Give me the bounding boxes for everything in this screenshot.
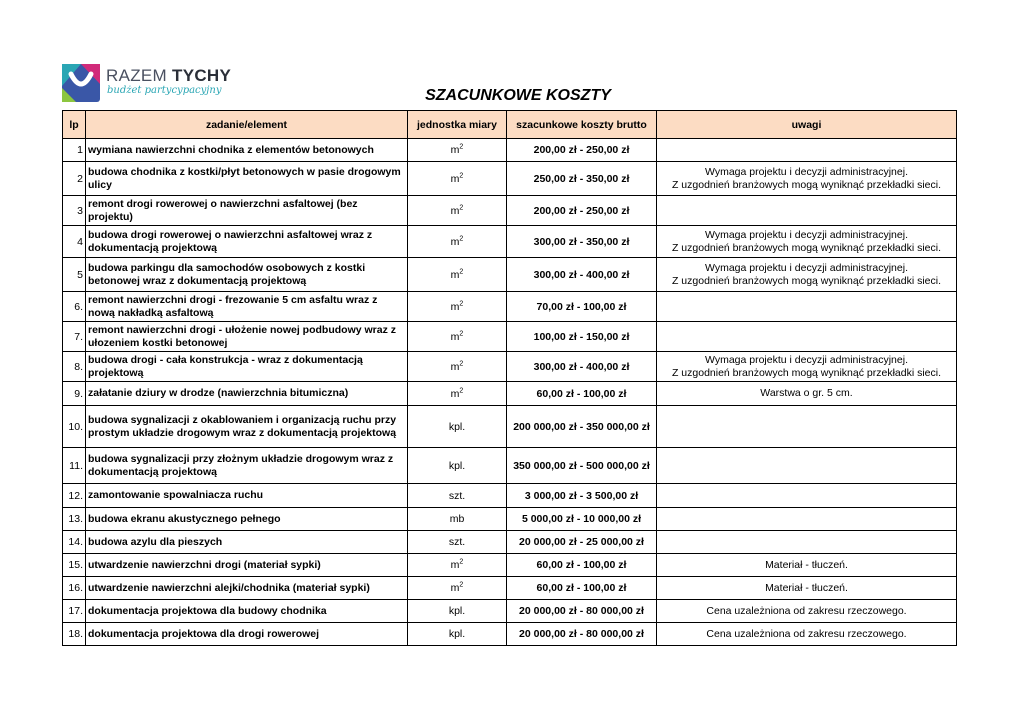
cell-unit [408, 406, 507, 448]
cell-notes [657, 382, 957, 406]
cell-task: remont nawierzchni drogi - frezowanie 5 cm asfaltu wraz z nową nakładką asfaltową [86, 292, 408, 322]
note-line: Cena uzależniona od zakresu rzeczowego. [706, 604, 907, 617]
cell-task: budowa drogi rowerowej o nawierzchni asfaltowej wraz z dokumentacją projektową [86, 226, 408, 258]
unit-exponent: 2 [459, 172, 464, 179]
cell-cost: 3 000,00 zł - 3 500,00 zł [507, 484, 657, 508]
cell-task: remont drogi rowerowej o nawierzchni asfaltowej (bez projektu) [86, 196, 408, 226]
unit-exponent: 2 [459, 268, 464, 275]
column-header-cost: szacunkowe koszty brutto [507, 111, 657, 139]
cell-task: utwardzenie nawierzchni alejki/chodnika (materiał sypki) [86, 577, 408, 600]
unit-value: m [450, 172, 460, 185]
cell-lp: 5 [63, 258, 86, 292]
note-line: Z uzgodnień branżowych mogą wyniknąć przekładki sieci. [671, 366, 942, 379]
cell-cost: 20 000,00 zł - 80 000,00 zł [507, 600, 657, 623]
cell-task: załatanie dziury w drodze (nawierzchnia bitumiczna) [86, 382, 408, 406]
cell-unit [408, 484, 507, 508]
cell-unit [408, 139, 507, 162]
unit-value: kpl. [448, 605, 466, 617]
cell-unit [408, 226, 507, 258]
unit-exponent: 2 [459, 143, 464, 151]
cell-lp: 3 [63, 196, 86, 226]
table-row [63, 162, 957, 196]
cell-lp: 1 [63, 139, 86, 162]
cell-notes [657, 139, 957, 162]
column-header-task: zadanie/element [86, 111, 408, 139]
cell-unit [408, 162, 507, 196]
cost-table [62, 110, 957, 646]
brand-tagline: budżet partycypacyjny [107, 85, 222, 96]
cell-notes [657, 162, 957, 196]
cell-cost: 200,00 zł - 250,00 zł [507, 139, 657, 162]
cell-unit [408, 448, 507, 484]
table-row [63, 484, 957, 508]
cell-unit [408, 382, 507, 406]
unit-exponent: 2 [459, 360, 464, 367]
cell-cost: 20 000,00 zł - 80 000,00 zł [507, 623, 657, 646]
unit-value: m [450, 582, 460, 594]
table-row [63, 577, 957, 600]
cell-unit [408, 352, 507, 382]
cell-task: budowa parkingu dla samochodów osobowych z kostki betonowej wraz z dokumentacją projektową [86, 258, 408, 292]
note-line: Materiał - tłuczeń. [765, 558, 848, 571]
cell-cost: 70,00 zł - 100,00 zł [507, 292, 657, 322]
table-row [63, 382, 957, 406]
cell-notes [657, 623, 957, 646]
table-row [63, 352, 957, 382]
cell-task: budowa azylu dla pieszych [86, 531, 408, 554]
cell-lp: 9. [63, 382, 86, 406]
unit-exponent: 2 [459, 330, 464, 337]
cell-task: zamontowanie spowalniacza ruchu [86, 484, 408, 508]
cell-notes [657, 352, 957, 382]
cell-unit [408, 554, 507, 577]
cell-lp: 6. [63, 292, 86, 322]
note-line: Wymaga projektu i decyzji administracyjnej. [705, 228, 908, 241]
cell-notes [657, 406, 957, 448]
note-line: Z uzgodnień branżowych mogą wyniknąć przekładki sieci. [671, 274, 942, 287]
table-header-row [63, 111, 957, 139]
cell-cost: 200 000,00 zł - 350 000,00 zł [507, 406, 657, 448]
cell-lp: 15. [63, 554, 86, 577]
table-row [63, 322, 957, 352]
note-line: Warstwa o gr. 5 cm. [760, 387, 853, 399]
cell-cost: 300,00 zł - 400,00 zł [507, 352, 657, 382]
cell-task: dokumentacja projektowa dla drogi rowerowej [86, 623, 408, 646]
cell-unit [408, 531, 507, 554]
table-row [63, 600, 957, 623]
cell-notes [657, 600, 957, 623]
cell-task: budowa sygnalizacji z okablowaniem i organizacją ruchu przy prostym układzie drogowym wraz z dokumentacją projektową [86, 406, 408, 448]
note-line: Wymaga projektu i decyzji administracyjnej. [705, 261, 908, 274]
unit-exponent: 2 [459, 558, 464, 566]
cell-lp: 11. [63, 448, 86, 484]
cell-notes [657, 258, 957, 292]
cell-unit [408, 322, 507, 352]
unit-value: m [450, 387, 460, 400]
unit-value: m [450, 268, 460, 281]
cell-lp: 18. [63, 623, 86, 646]
cell-task: budowa chodnika z kostki/płyt betonowych w pasie drogowym ulicy [86, 162, 408, 196]
cell-lp: 16. [63, 577, 86, 600]
cell-unit [408, 623, 507, 646]
unit-value: szt. [448, 536, 466, 548]
cell-lp: 2 [63, 162, 86, 196]
cell-unit [408, 292, 507, 322]
cell-task: utwardzenie nawierzchni drogi (materiał sypki) [86, 554, 408, 577]
unit-value: kpl. [448, 459, 466, 472]
table-row [63, 531, 957, 554]
table-row [63, 226, 957, 258]
cell-unit [408, 577, 507, 600]
cell-unit [408, 508, 507, 531]
unit-value: m [450, 559, 460, 571]
unit-value: szt. [448, 489, 466, 502]
cell-cost: 60,00 zł - 100,00 zł [507, 554, 657, 577]
cell-notes [657, 226, 957, 258]
table-row [63, 554, 957, 577]
page-title: SZACUNKOWE KOSZTY [425, 87, 611, 104]
unit-exponent: 2 [459, 300, 464, 307]
cell-notes [657, 292, 957, 322]
unit-value: m [450, 300, 460, 313]
column-header-lp: lp [63, 111, 86, 139]
column-header-unit: jednostka miary [408, 111, 507, 139]
cell-cost: 350 000,00 zł - 500 000,00 zł [507, 448, 657, 484]
unit-value: m [450, 360, 460, 373]
cell-lp: 14. [63, 531, 86, 554]
cell-cost: 60,00 zł - 100,00 zł [507, 382, 657, 406]
cell-cost: 20 000,00 zł - 25 000,00 zł [507, 531, 657, 554]
cell-lp: 4 [63, 226, 86, 258]
cell-notes [657, 196, 957, 226]
unit-value: kpl. [448, 420, 466, 433]
unit-exponent: 2 [459, 235, 464, 242]
unit-exponent: 2 [459, 581, 464, 589]
table-row [63, 508, 957, 531]
unit-value: m [450, 330, 460, 343]
table-row [63, 406, 957, 448]
cell-cost: 250,00 zł - 350,00 zł [507, 162, 657, 196]
brand-name: RAZEM TYCHY [106, 66, 232, 85]
unit-exponent: 2 [459, 387, 464, 394]
note-line: Materiał - tłuczeń. [765, 581, 848, 594]
table-row [63, 196, 957, 226]
cell-lp: 17. [63, 600, 86, 623]
cell-notes [657, 322, 957, 352]
cell-lp: 13. [63, 508, 86, 531]
note-line: Cena uzależniona od zakresu rzeczowego. [706, 627, 907, 640]
note-line: Wymaga projektu i decyzji administracyjnej. [705, 165, 908, 178]
cell-lp: 12. [63, 484, 86, 508]
note-line: Z uzgodnień branżowych mogą wyniknąć przekładki sieci. [671, 178, 942, 191]
cell-cost: 5 000,00 zł - 10 000,00 zł [507, 508, 657, 531]
cell-unit [408, 258, 507, 292]
cell-task: remont nawierzchni drogi - ułożenie nowej podbudowy wraz z ułozeniem kostki betonowej [86, 322, 408, 352]
table-row [63, 623, 957, 646]
cell-unit [408, 600, 507, 623]
cell-notes [657, 448, 957, 484]
cell-notes [657, 577, 957, 600]
cell-notes [657, 508, 957, 531]
cell-lp: 7. [63, 322, 86, 352]
table-row [63, 292, 957, 322]
cell-task: dokumentacja projektowa dla budowy chodnika [86, 600, 408, 623]
table-row [63, 448, 957, 484]
cell-unit [408, 196, 507, 226]
cell-cost: 60,00 zł - 100,00 zł [507, 577, 657, 600]
cell-notes [657, 554, 957, 577]
cell-cost: 200,00 zł - 250,00 zł [507, 196, 657, 226]
table-row [63, 258, 957, 292]
cell-task: budowa drogi - cała konstrukcja - wraz z dokumentacją projektową [86, 352, 408, 382]
unit-value: mb [449, 513, 465, 525]
note-line: Wymaga projektu i decyzji administracyjnej. [705, 353, 908, 366]
table-row [63, 139, 957, 162]
cell-lp: 8. [63, 352, 86, 382]
note-line: Z uzgodnień branżowych mogą wyniknąć przekładki sieci. [671, 241, 942, 254]
cell-notes [657, 531, 957, 554]
cell-cost: 300,00 zł - 400,00 zł [507, 258, 657, 292]
cell-cost: 300,00 zł - 350,00 zł [507, 226, 657, 258]
cell-task: budowa sygnalizacji przy złożnym układzie drogowym wraz z dokumentacją projektową [86, 448, 408, 484]
cell-lp: 10. [63, 406, 86, 448]
unit-value: m [450, 144, 460, 156]
unit-value: m [450, 204, 460, 217]
unit-exponent: 2 [459, 204, 464, 211]
cell-task: wymiana nawierzchni chodnika z elementów betonowych [86, 139, 408, 162]
unit-value: kpl. [448, 628, 466, 640]
unit-value: m [450, 235, 460, 248]
column-header-notes: uwagi [657, 111, 957, 139]
cell-task: budowa ekranu akustycznego pełnego [86, 508, 408, 531]
cell-cost: 100,00 zł - 150,00 zł [507, 322, 657, 352]
cell-notes [657, 484, 957, 508]
